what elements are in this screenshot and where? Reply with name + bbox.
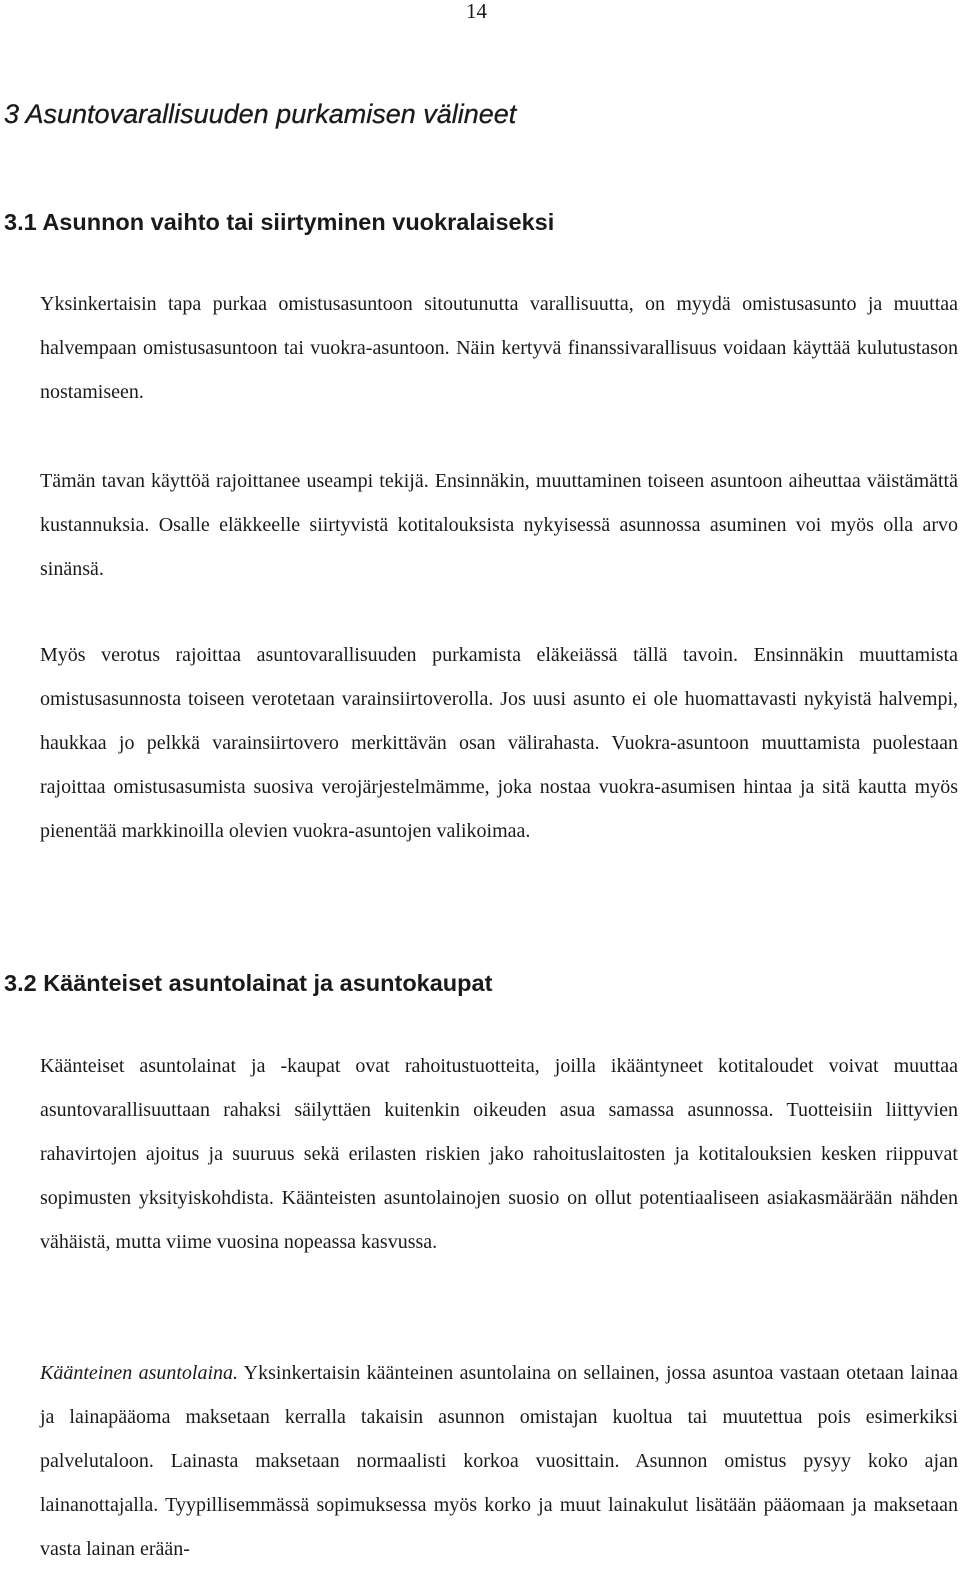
chapter-title: 3 Asuntovarallisuuden purkamisen välineet	[4, 99, 517, 129]
paragraph: Tämän tavan käyttöä rajoittanee useampi tekijä. Ensinnäkin, muuttaminen toiseen asuntoon aiheuttaa väistämättä kustannuksia. Osalle eläkkeelle siirtyvistä kotitalouksista nykyisessä asunnossa asuminen voi myös olla arvo sinänsä.	[40, 470, 958, 580]
paragraph: Yksinkertaisin tapa purkaa omistusasuntoon sitoutunutta varallisuutta, on myydä omistusasunto ja muuttaa halvempaan omistusasuntoon tai vuokra-asuntoon. Näin kertyvä finanssivarallisuus voidaan käyttää kulutustason nostamiseen.	[40, 293, 958, 403]
section-title-3-1: 3.1 Asunnon vaihto tai siirtyminen vuokralaiseksi	[4, 209, 555, 235]
page-number: 14	[466, 0, 487, 23]
paragraph: Käänteiset asuntolainat ja -kaupat ovat rahoitustuotteita, joilla ikääntyneet kotitaloudet voivat muuttaa asuntovarallisuuttaan rahaksi säilyttäen kuitenkin oikeuden asua samassa asunnossa. Tuotteisiin liittyvien rahavirtojen ajoitus ja suuruus sekä erilasten riskien jako rahoituslaitosten ja kotitalouksien kesken riippuvat sopimusten yksityiskohdista. Käänteisten asuntolainojen suosio on ollut potentiaaliseen asiakasmäärään nähden vähäistä, mutta viime vuosina nopeassa kasvussa.	[40, 1055, 958, 1253]
term-paragraph-text: Yksinkertaisin käänteinen asuntolaina on sellainen, jossa asuntoa vastaan otetaan lainaa ja lainapääoma maksetaan kerralla takaisin asunnon omistajan kuoltua tai muutettua pois esimerkiksi palvelutaloon. Lainasta maksetaan normaalisti korkoa vuosittain. Asunnon omistus pysyy koko ajan lainanottajalla. Tyypillisemmässä sopimuksessa myös korko ja muut lainakulut lisätään pääomaan ja maksetaan vasta lainan erään-	[40, 1362, 958, 1560]
paragraph: Myös verotus rajoittaa asuntovarallisuuden purkamista eläkeiässä tällä tavoin. Ensinnäkin muuttamista omistusasunnosta toiseen verotetaan varainsiirtoverolla. Jos uusi asunto ei ole huomattavasti nykyistä halvempi, haukkaa jo pelkkä varainsiirtovero merkittävän osan välirahasta. Vuokra-asuntoon muuttamista puolestaan rajoittaa omistusasumista suosiva verojärjestelmämme, joka nostaa vuokra-asumisen hintaa ja sitä kautta myös pienentää markkinoilla olevien vuokra-asuntojen valikoimaa.	[40, 644, 958, 842]
section-title-3-2: 3.2 Käänteiset asuntolainat ja asuntokaupat	[4, 970, 493, 996]
defined-term: Käänteinen asuntolaina.	[40, 1362, 239, 1384]
term-paragraph	[40, 1351, 958, 1571]
